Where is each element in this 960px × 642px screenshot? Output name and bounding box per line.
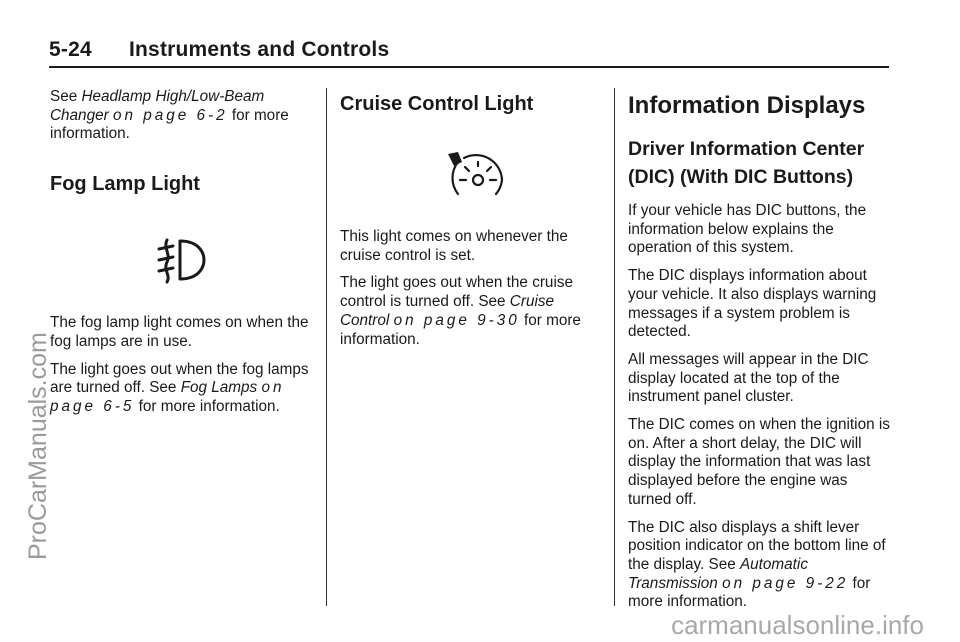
cruise-control-link[interactable]: Cruise Control on page 9-30	[340, 293, 554, 329]
headlamp-changer-link[interactable]: Headlamp High/Low-Beam Changer on page 6-2	[50, 88, 265, 124]
column-middle	[340, 88, 602, 358]
page-number: 5-24	[49, 38, 92, 61]
dic-paragraph-2: The DIC displays information about your vehicle. It also displays warning messages if a system problem is detected.	[628, 267, 877, 341]
dic-paragraph-1: If your vehicle has DIC buttons, the information below explains the operation of this system.	[628, 202, 867, 257]
cruise-paragraph-2: The light goes out when the cruise control is turned off. See Cruise Control on page 9-30 for more information.	[340, 274, 581, 348]
column-divider	[326, 88, 327, 606]
bottom-watermark: carmanualsonline.info	[671, 610, 924, 640]
fog-paragraph-1: The fog lamp light comes on when the fog lamps are in use.	[50, 314, 309, 350]
column-divider	[614, 88, 615, 606]
fog-lamp-heading: Fog Lamp Light	[50, 173, 200, 196]
dic-paragraph-5: The DIC also displays a shift lever position indicator on the bottom line of the display. See Automatic Transmission on page 9-22 for more information.	[628, 518, 886, 611]
page-header	[49, 38, 889, 66]
column-left	[50, 88, 310, 426]
fog-lamp-icon	[150, 236, 206, 284]
side-watermark: ProCarManuals.com	[24, 332, 52, 560]
cruise-paragraph-1: This light comes on whenever the cruise control is set.	[340, 228, 568, 264]
cruise-control-icon	[444, 150, 508, 198]
section-title: Instruments and Controls	[129, 38, 390, 61]
fog-paragraph-2: The light goes out when the fog lamps are turned off. See Fog Lamps on page 6-5 for more information.	[50, 360, 309, 415]
dic-heading: Driver Information Center (DIC) (With DIC Buttons)	[628, 138, 865, 188]
header-rule	[49, 66, 889, 68]
dic-paragraph-3: All messages will appear in the DIC display located at the top of the instrument panel cluster.	[628, 350, 869, 406]
fog-lamps-link[interactable]: Fog Lamps on page 6-5	[50, 379, 285, 415]
information-displays-heading: Information Displays	[628, 92, 866, 119]
intro-paragraph: See Headlamp High/Low-Beam Changer on page 6-2 for more information.	[50, 88, 289, 143]
automatic-transmission-link[interactable]: Automatic Transmission on page 9-22	[628, 555, 849, 592]
cruise-control-heading: Cruise Control Light	[340, 93, 534, 115]
dic-paragraph-4: The DIC comes on when the ignition is on. After a short delay, the DIC will display the information that was last displayed before the engine was turned off.	[628, 416, 890, 508]
column-right	[628, 88, 894, 621]
